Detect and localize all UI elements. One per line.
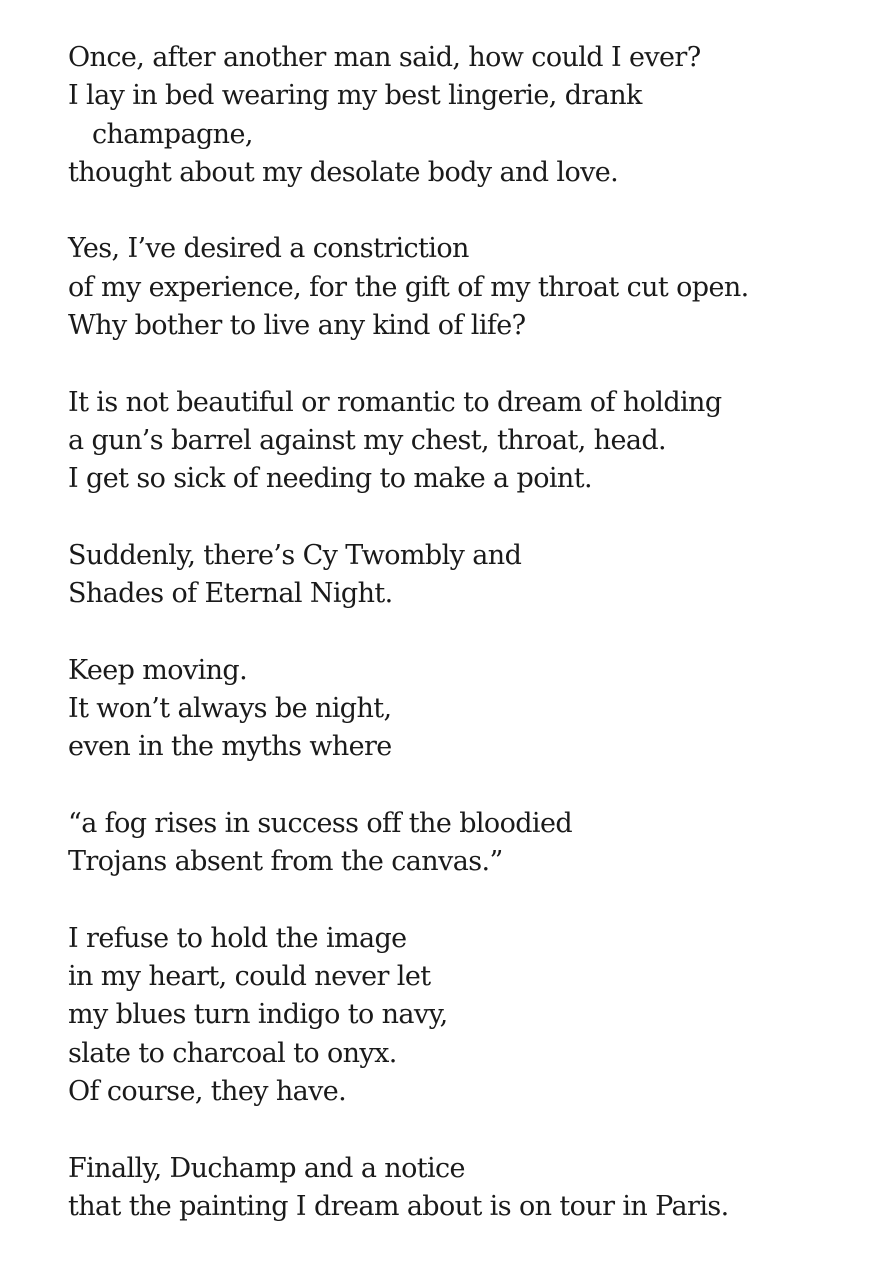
poem-line: It won’t always be night,: [68, 693, 392, 725]
poem-line: that the painting I dream about is on tour in Paris.: [68, 1190, 729, 1222]
poem-line: of my experience, for the gift of my throat cut open.: [68, 271, 749, 303]
stanza-7: [68, 920, 858, 1111]
poem-line: Keep moving.: [68, 654, 248, 686]
stanza-3: [68, 384, 858, 499]
stanza-2: [68, 230, 858, 345]
poem-line: I get so sick of needing to make a point.: [68, 463, 592, 495]
poem-line: I lay in bed wearing my best lingerie, drank: [68, 80, 642, 112]
stanza-1: [68, 39, 858, 192]
poem-line: thought about my desolate body and love.: [68, 156, 619, 188]
poem-line: Suddenly, there’s Cy Twombly and: [68, 539, 522, 571]
poem-line: Why bother to live any kind of life?: [68, 310, 526, 342]
poem-line: “a fog rises in success off the bloodied: [68, 807, 573, 839]
poem-line: even in the myths where: [68, 731, 392, 763]
poem-line: Trojans absent from the canvas.”: [68, 846, 503, 878]
poem-line: Shades of Eternal Night.: [68, 578, 393, 610]
poem-line: It is not beautiful or romantic to dream of holding: [68, 386, 722, 418]
poem-line: a gun’s barrel against my chest, throat, head.: [68, 424, 666, 456]
poem-line: I refuse to hold the image: [68, 922, 407, 954]
poem-line: my blues turn indigo to navy,: [68, 999, 448, 1031]
poem-line: in my heart, could never let: [68, 961, 431, 993]
stanza-6: [68, 805, 858, 882]
poem-line: Once, after another man said, how could I ever?: [68, 42, 701, 73]
poem-line: Of course, they have.: [68, 1076, 347, 1108]
stanza-4: [68, 537, 858, 614]
poem-line-continuation: champagne,: [92, 118, 253, 150]
poem-line: Yes, I’ve desired a constriction: [68, 233, 469, 265]
poem-line: slate to charcoal to onyx.: [68, 1037, 397, 1069]
stanza-8: [68, 1150, 858, 1227]
poem-text: [68, 39, 858, 1265]
stanza-5: [68, 652, 858, 767]
poem-line: Finally, Duchamp and a notice: [68, 1152, 465, 1184]
